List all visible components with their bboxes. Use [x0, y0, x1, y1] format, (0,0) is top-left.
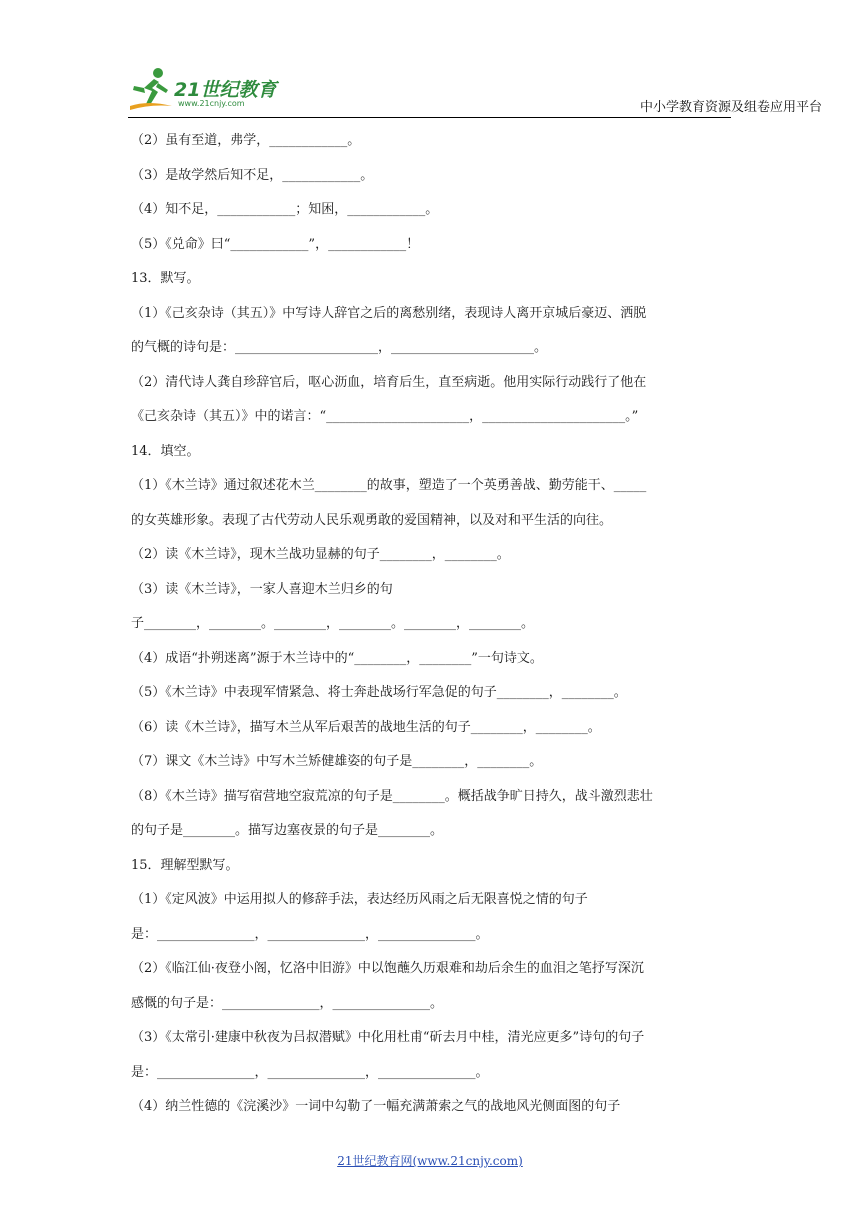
question-heading: 15．理解型默写。	[131, 857, 239, 873]
text-line: 《己亥杂诗（其五）》中的诺言：“______________________，______________________。”	[131, 409, 639, 424]
header-divider	[128, 117, 731, 118]
text-line: （4）纳兰性德的《浣溪沙》一词中勾勒了一幅充满萧索之气的战地风光侧面图的句子	[131, 1099, 621, 1114]
question-heading: 13．默写。	[131, 271, 200, 286]
text-line: （3）是故学然后知不足，____________。	[131, 167, 374, 183]
text-line: （2）虽有至道，弗学，____________。	[131, 133, 361, 148]
text-line: （6）读《木兰诗》，描写木兰从军后艰苦的战地生活的句子________，________。	[131, 719, 601, 735]
logo-brand-text: 21世纪教育	[174, 79, 277, 101]
question-content	[131, 124, 731, 1125]
text-line: （8）《木兰诗》描写宿营地空寂荒凉的句子是________。概括战争旷日持久，战斗激烈悲壮	[131, 788, 653, 804]
text-line: 子________，________。________，________。________，________。	[131, 616, 534, 631]
text-line: 的气概的诗句是：______________________，______________________。	[131, 340, 548, 355]
text-line: （7）课文《木兰诗》中写木兰矫健雄姿的句子是________，________。	[131, 754, 543, 769]
text-line: （2）清代诗人龚自珍辞官后，呕心沥血，培育后生，直至病逝。他用实际行动践行了他在	[131, 374, 647, 390]
text-line: （2）《临江仙·夜登小阁，忆洛中旧游》中以饱蘸久历艰难和劫后余生的血泪之笔抒写深沉	[131, 961, 644, 976]
text-line: （2）读《木兰诗》，现木兰战功显赫的句子________，________。	[131, 547, 510, 562]
logo-url-text: www.21cnjy.com	[178, 99, 245, 108]
text-line: （1）《定风波》中运用拟人的修辞手法，表达经历风雨之后无限喜悦之情的句子	[131, 892, 588, 907]
text-line: （1）《木兰诗》通过叙述花木兰________的故事，塑造了一个英勇善战、勤劳能干、_____	[131, 478, 647, 493]
text-line: 是：_______________，_______________，_______________。	[131, 1064, 489, 1080]
text-line: （5）《木兰诗》中表现军情紧急、将士奔赴战场行军急促的句子________，________。	[131, 685, 627, 700]
text-line: （1）《己亥杂诗（其五）》中写诗人辞官之后的离愁别绪，表现诗人离开京城后豪迈、洒脱	[131, 305, 647, 321]
text-line: 的句子是________。描写边塞夜景的句子是________。	[131, 823, 444, 838]
text-line: （3）读《木兰诗》，一家人喜迎木兰归乡的句	[131, 581, 393, 597]
text-line: （3）《太常引·建康中秋夜为吕叔潜赋》中化用杜甫“斫去月中桂，清光应更多”诗句的句子	[131, 1030, 645, 1045]
text-line: （4）知不足，____________；知困，____________。	[131, 202, 439, 217]
logo	[128, 66, 308, 116]
text-line: （4）成语“扑朔迷离”源于木兰诗中的“________，________”一句诗文。	[131, 650, 543, 666]
footer-link[interactable]: 21世纪教育网(www.21cnjy.com)	[337, 1154, 523, 1168]
text-line: 的女英雄形象。表现了古代劳动人民乐观勇敢的爱国精神，以及对和平生活的向往。	[131, 512, 613, 528]
running-figure-icon	[128, 66, 174, 112]
text-line: 是：_______________，_______________，_______________。	[131, 926, 489, 942]
text-line: 感慨的句子是：_______________，_______________。	[131, 995, 444, 1011]
question-heading: 14．填空。	[131, 443, 200, 459]
platform-title: 中小学教育资源及组卷应用平台	[639, 100, 822, 115]
text-line: （5）《兑命》曰“____________”，____________！	[131, 236, 420, 252]
page-header	[0, 0, 860, 118]
